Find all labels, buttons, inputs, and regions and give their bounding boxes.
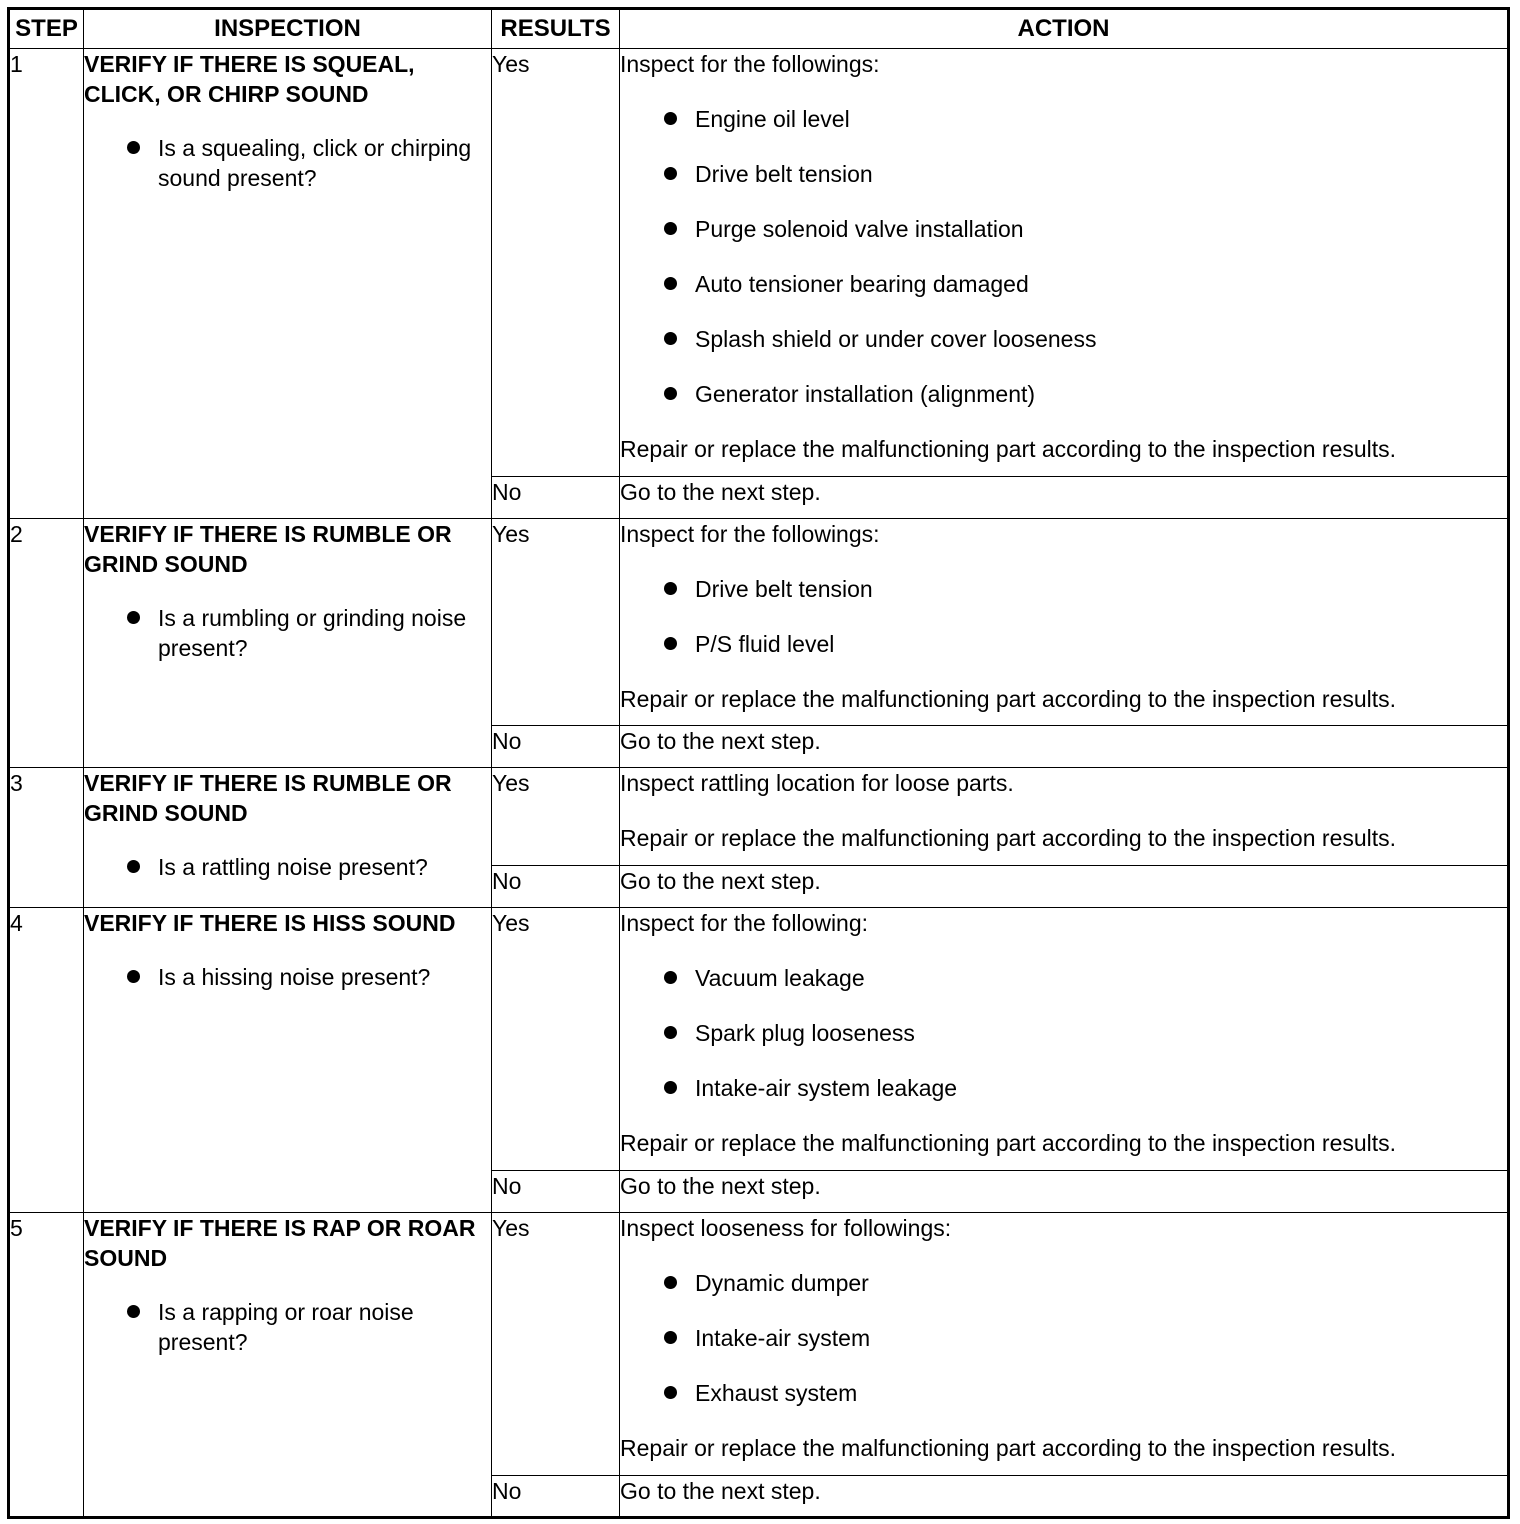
action-no: Go to the next step.	[620, 1475, 1509, 1517]
action-outro: Repair or replace the malfunctioning part according to the inspection results.	[620, 825, 1397, 852]
action-yes	[620, 49, 1509, 477]
step-number: 2	[9, 518, 84, 768]
bullet-icon	[664, 1276, 677, 1289]
inspection-question-list	[84, 962, 491, 992]
bullet-icon	[664, 277, 677, 290]
action-item-text: Spark plug looseness	[695, 1019, 915, 1046]
bullet-icon	[127, 141, 140, 154]
inspection-cell	[84, 518, 492, 768]
result-no: No	[492, 477, 620, 518]
bullet-icon	[664, 387, 677, 400]
bullet-icon	[664, 1081, 677, 1094]
action-outro: Repair or replace the malfunctioning part according to the inspection results.	[620, 1129, 1397, 1156]
action-yes	[620, 907, 1509, 1170]
inspection-question: Is a squealing, click or chirping sound present?	[158, 135, 472, 191]
bullet-icon	[664, 637, 677, 650]
list-item	[158, 603, 491, 663]
action-item-text: Engine oil level	[695, 106, 850, 132]
step-number: 4	[9, 907, 84, 1212]
action-item-text: P/S fluid level	[695, 630, 835, 657]
list-item	[695, 269, 1507, 299]
bullet-icon	[127, 1305, 140, 1318]
inspection-question-list	[84, 852, 491, 882]
table-row	[9, 907, 1509, 1170]
action-item-text: Dynamic dumper	[695, 1269, 869, 1296]
header-results: RESULTS	[492, 9, 620, 49]
inspection-cell	[84, 1212, 492, 1517]
list-item	[695, 963, 1507, 993]
action-item-text: Drive belt tension	[695, 575, 873, 602]
action-item-text: Intake-air system leakage	[695, 1074, 958, 1101]
list-item	[695, 1378, 1507, 1408]
inspection-title: VERIFY IF THERE IS HISS SOUND	[84, 909, 456, 936]
inspection-question-list	[84, 133, 491, 193]
inspection-question: Is a rattling noise present?	[158, 854, 428, 881]
list-item	[695, 159, 1507, 189]
inspection-cell	[84, 768, 492, 907]
action-item-text: Intake-air system	[695, 1324, 871, 1351]
header-action: ACTION	[620, 9, 1509, 49]
result-yes: Yes	[492, 518, 620, 726]
table-row	[9, 768, 1509, 865]
bullet-icon	[127, 860, 140, 873]
action-intro: Inspect for the followings:	[620, 51, 880, 77]
list-item	[158, 962, 491, 992]
bullet-icon	[664, 332, 677, 345]
result-no: No	[492, 726, 620, 768]
table-body	[9, 49, 1509, 1518]
header-row	[9, 9, 1509, 49]
action-outro: Repair or replace the malfunctioning part according to the inspection results.	[620, 436, 1397, 462]
inspection-title: VERIFY IF THERE IS RUMBLE OR GRIND SOUND	[84, 770, 452, 827]
list-item	[695, 379, 1507, 409]
action-item-text: Splash shield or under cover looseness	[695, 326, 1097, 352]
action-yes	[620, 518, 1509, 726]
action-no: Go to the next step.	[620, 865, 1509, 907]
bullet-icon	[664, 971, 677, 984]
result-yes: Yes	[492, 1212, 620, 1475]
bullet-icon	[664, 167, 677, 180]
table-row	[9, 49, 1509, 477]
inspection-cell	[84, 49, 492, 519]
action-item-text: Exhaust system	[695, 1379, 858, 1406]
action-no: Go to the next step.	[620, 726, 1509, 768]
action-intro: Inspect rattling location for loose parts.	[620, 770, 1014, 797]
result-yes: Yes	[492, 49, 620, 477]
step-number: 1	[9, 49, 84, 519]
bullet-icon	[664, 582, 677, 595]
bullet-icon	[664, 112, 677, 125]
bullet-icon	[664, 222, 677, 235]
action-intro: Inspect for the following:	[620, 909, 869, 936]
list-item	[695, 104, 1507, 134]
bullet-icon	[127, 970, 140, 983]
action-item-text: Vacuum leakage	[695, 964, 865, 991]
list-item	[695, 1323, 1507, 1353]
action-intro: Inspect for the followings:	[620, 520, 880, 547]
list-item	[695, 574, 1507, 604]
action-outro: Repair or replace the malfunctioning part according to the inspection results.	[620, 1434, 1397, 1461]
inspection-question: Is a rapping or roar noise present?	[158, 1298, 414, 1355]
list-item	[158, 1297, 491, 1357]
inspection-title: VERIFY IF THERE IS RAP OR ROAR SOUND	[84, 1214, 476, 1271]
step-number: 5	[9, 1212, 84, 1517]
list-item	[695, 324, 1507, 354]
action-item-text: Auto tensioner bearing damaged	[695, 271, 1029, 297]
action-item-list	[620, 1268, 1507, 1408]
action-yes	[620, 768, 1509, 865]
list-item	[695, 1268, 1507, 1298]
inspection-title: VERIFY IF THERE IS SQUEAL, CLICK, OR CHIRP SOUND	[84, 51, 415, 107]
diagnostic-table	[7, 7, 1510, 1519]
bullet-icon	[127, 611, 140, 624]
inspection-title: VERIFY IF THERE IS RUMBLE OR GRIND SOUND	[84, 520, 452, 577]
bullet-icon	[664, 1331, 677, 1344]
bullet-icon	[664, 1026, 677, 1039]
action-item-list	[620, 104, 1507, 409]
action-no: Go to the next step.	[620, 477, 1509, 518]
list-item	[695, 1073, 1507, 1103]
result-no: No	[492, 865, 620, 907]
list-item	[158, 133, 491, 193]
header-inspection: INSPECTION	[84, 9, 492, 49]
list-item	[695, 214, 1507, 244]
action-item-text: Drive belt tension	[695, 161, 873, 187]
action-no: Go to the next step.	[620, 1170, 1509, 1212]
action-item-list	[620, 574, 1507, 659]
inspection-cell	[84, 907, 492, 1212]
action-item-text: Generator installation (alignment)	[695, 381, 1036, 407]
table-row	[9, 518, 1509, 726]
inspection-question: Is a hissing noise present?	[158, 963, 431, 990]
header-step: STEP	[9, 9, 84, 49]
action-intro: Inspect looseness for followings:	[620, 1214, 952, 1241]
action-item-list	[620, 963, 1507, 1103]
result-yes: Yes	[492, 768, 620, 865]
action-yes	[620, 1212, 1509, 1475]
bullet-icon	[664, 1386, 677, 1399]
list-item	[158, 852, 491, 882]
step-number: 3	[9, 768, 84, 907]
action-outro: Repair or replace the malfunctioning part according to the inspection results.	[620, 685, 1397, 712]
inspection-question-list	[84, 603, 491, 663]
result-no: No	[492, 1475, 620, 1517]
table-row	[9, 1212, 1509, 1475]
list-item	[695, 1018, 1507, 1048]
inspection-question: Is a rumbling or grinding noise present?	[158, 604, 467, 661]
list-item	[695, 629, 1507, 659]
result-no: No	[492, 1170, 620, 1212]
result-yes: Yes	[492, 907, 620, 1170]
inspection-question-list	[84, 1297, 491, 1357]
action-item-text: Purge solenoid valve installation	[695, 216, 1024, 242]
